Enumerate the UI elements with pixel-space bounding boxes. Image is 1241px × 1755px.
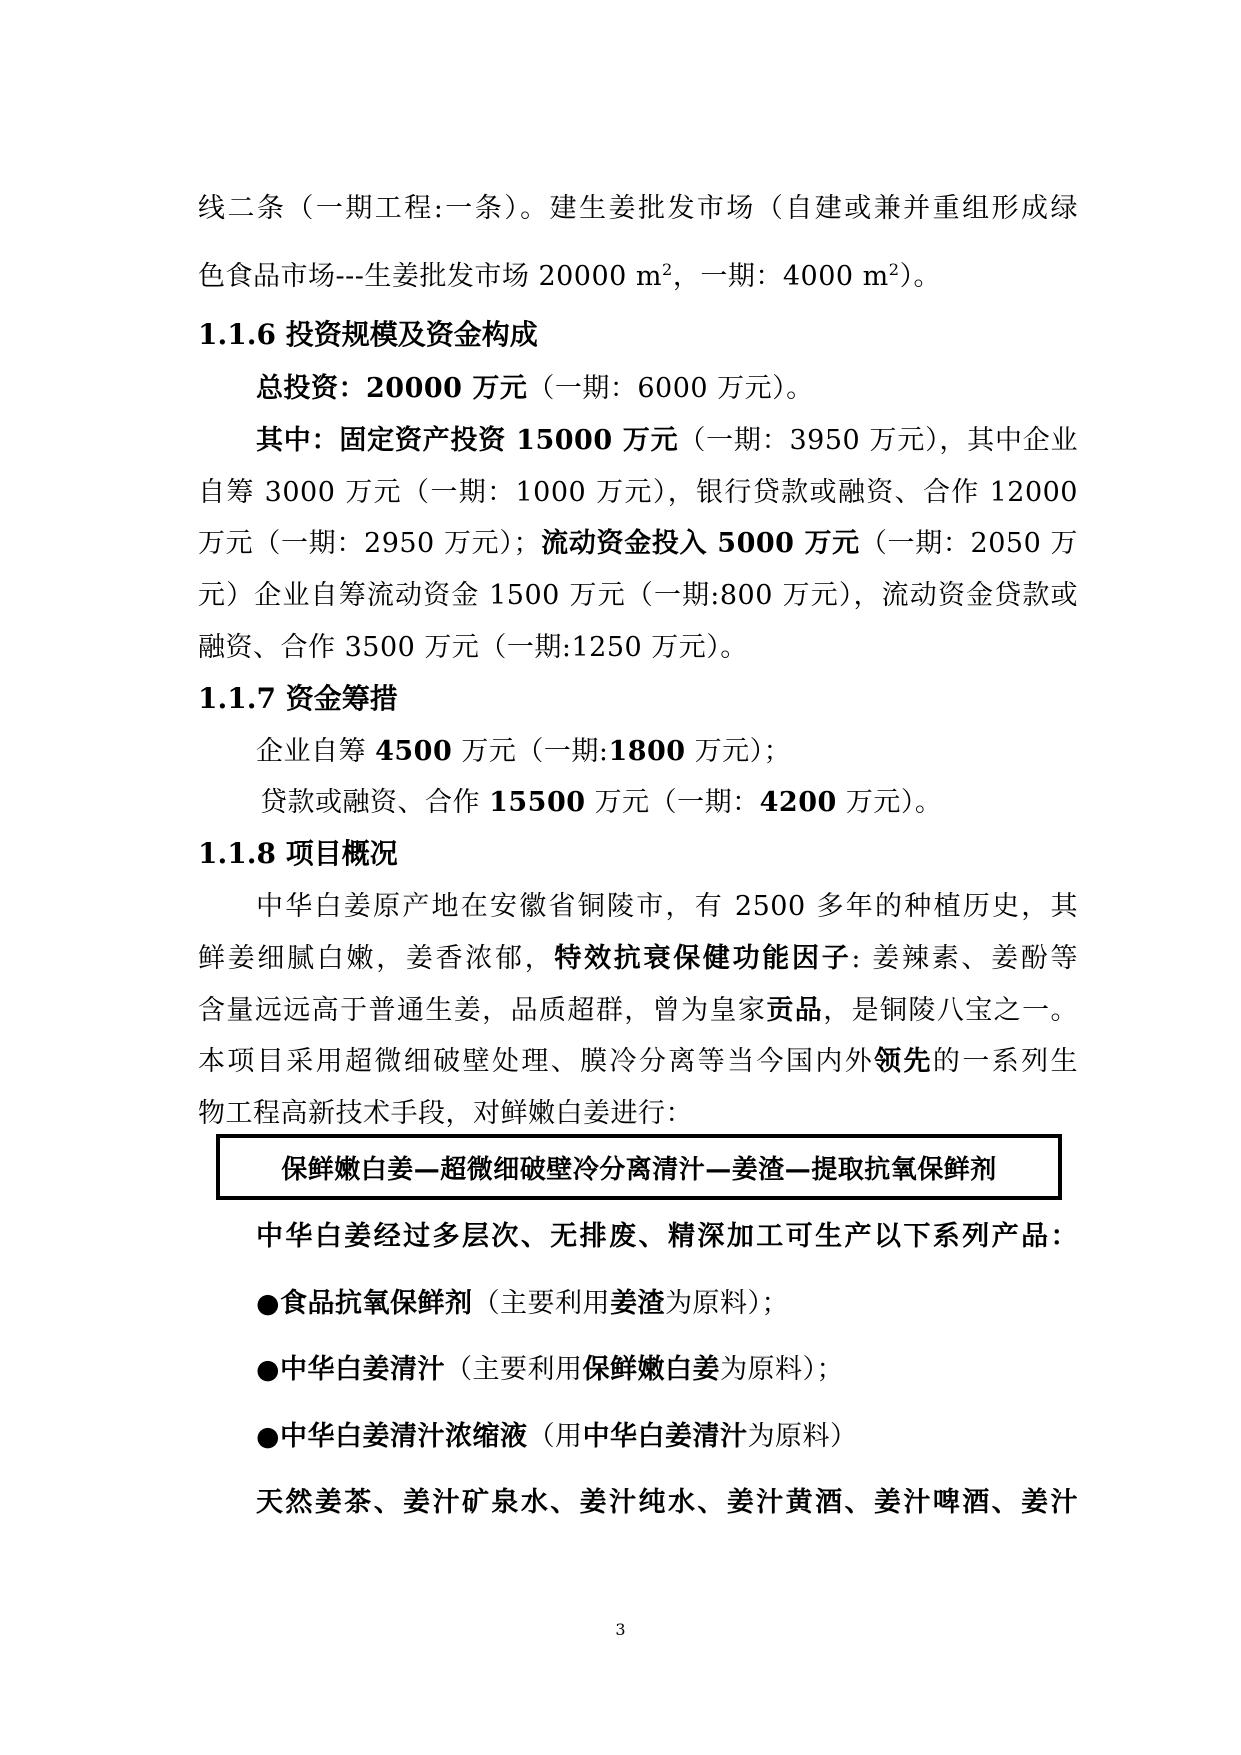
process-flow-text: 保鲜嫩白姜—超微细破壁冷分离清汁—姜渣—提取抗氧保鲜剂 — [281, 1154, 997, 1185]
text-line: 鲜姜细腻白嫩，姜香浓郁，特效抗衰保健功能因子: 姜辣素、姜酚等 — [198, 943, 1079, 974]
text-line: 总投资：20000 万元（一期：6000 万元）。 — [256, 373, 814, 404]
text-line: 含量远远高于普通生姜，品质超群，曾为皇家贡品，是铜陵八宝之一。 — [198, 995, 1079, 1026]
section-heading-1-1-8: 1.1.8 项目概况 — [198, 837, 398, 870]
bullet-item: ●中华白姜清汁浓缩液（用中华白姜清汁为原料） — [256, 1421, 858, 1452]
process-flow-box — [216, 1134, 1062, 1200]
bullet-item: ●食品抗氧保鲜剂（主要利用姜渣为原料）； — [256, 1288, 790, 1319]
text-line: 物工程高新技术手段，对鲜嫩白姜进行： — [198, 1098, 693, 1129]
page-number: 3 — [615, 1620, 626, 1639]
text-line: 本项目采用超微细破壁处理、膜冷分离等当今国内外领先的一系列生 — [198, 1046, 1079, 1077]
bullet-item: ●中华白姜清汁（主要利用保鲜嫩白姜为原料）； — [256, 1354, 845, 1385]
text-line: 中华白姜原产地在安徽省铜陵市，有 2500 多年的种植历史，其 — [256, 891, 1078, 922]
section-heading-1-1-6: 1.1.6 投资规模及资金构成 — [198, 318, 538, 351]
text-line: 线二条（一期工程:一条）。建生姜批发市场（自建或兼并重组形成绿 — [198, 193, 1078, 224]
text-line: 自筹 3000 万元（一期：1000 万元），银行贷款或融资、合作 12000 — [198, 477, 1078, 508]
text-line: 元）企业自筹流动资金 1500 万元（一期:800 万元），流动资金贷款或 — [198, 580, 1078, 611]
text-line: 贷款或融资、合作 15500 万元（一期：4200 万元）。 — [260, 787, 943, 818]
text-line: 色食品市场---生姜批发市场 20000 $m^2$，一期：4000 $m^2$）。 — [198, 260, 942, 292]
section-heading-1-1-7: 1.1.7 资金筹措 — [198, 682, 398, 715]
text-line: 天然姜茶、姜汁矿泉水、姜汁纯水、姜汁黄酒、姜汁啤酒、姜汁 — [256, 1487, 1078, 1518]
text-line: 企业自筹 4500 万元（一期:1800 万元）； — [256, 736, 792, 767]
text-line: 其中：固定资产投资 15000 万元（一期：3950 万元），其中企业 — [256, 425, 1078, 456]
text-line: 万元（一期：2950 万元）；流动资金投入 5000 万元（一期：2050 万 — [198, 528, 1079, 559]
text-line: 融资、合作 3500 万元（一期:1250 万元）。 — [198, 632, 748, 663]
text-line: 中华白姜经过多层次、无排废、精深加工可生产以下系列产品： — [256, 1221, 1078, 1252]
